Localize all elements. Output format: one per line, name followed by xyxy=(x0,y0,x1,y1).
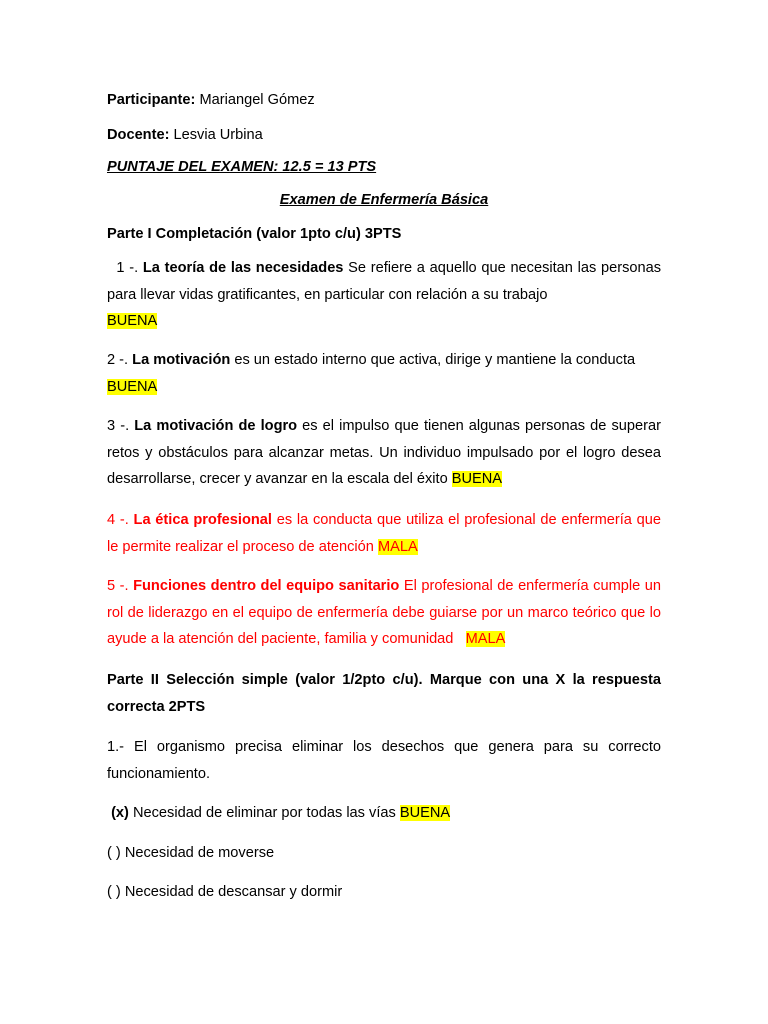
part2-heading: Parte II Selección simple (valor 1/2pto c/u). Marque con una X la respuesta correcta 2PTS xyxy=(107,672,661,715)
option-mark: ( ) xyxy=(107,845,121,861)
participant-label: Participante: xyxy=(107,92,196,108)
grade-badge: MALA xyxy=(377,538,418,555)
grade-badge: MALA xyxy=(465,631,506,647)
item-text: es la conducta que utiliza el profesional de enfermería que le permite realizar el proceso de atención xyxy=(107,512,661,555)
item-number: 3 -. xyxy=(107,418,130,434)
item-term: La ética profesional xyxy=(133,512,272,528)
teacher-name: Lesvia Urbina xyxy=(173,127,263,143)
grade-badge: BUENA xyxy=(107,313,158,329)
part1-item-1 xyxy=(107,255,661,335)
item-text: Se refiere a aquello que necesitan las personas para llevar vidas gratificantes, en particular con relación a su trabajo xyxy=(107,260,662,303)
option-text: Necesidad de descansar y dormir xyxy=(124,884,343,900)
option-text: Necesidad de eliminar por todas las vías xyxy=(132,805,396,821)
participant-line xyxy=(107,87,661,114)
grade-badge: BUENA xyxy=(399,805,451,821)
grade-badge: BUENA xyxy=(107,378,158,395)
teacher-line xyxy=(107,122,661,149)
option-text: Necesidad de moverse xyxy=(124,845,275,861)
item-term: La motivación xyxy=(132,352,231,368)
part1-heading: Parte I Completación (valor 1pto c/u) 3PTS xyxy=(107,226,402,242)
item-text: El profesional de enfermería cumple un rol de liderazgo en el equipo de enfermería debe guiarse por un marco teórico que lo ayude a la atención del paciente, familia y comunidad xyxy=(107,578,661,647)
item-number: 4 -. xyxy=(107,512,129,528)
part1-item-4 xyxy=(107,507,661,560)
option-mark: (x) xyxy=(111,805,129,821)
exam-score: PUNTAJE DEL EXAMEN: 12.5 = 13 PTS xyxy=(107,159,377,175)
teacher-label: Docente: xyxy=(107,127,170,143)
item-number: 2 -. xyxy=(107,352,129,368)
part1-item-5 xyxy=(107,573,661,653)
item-term: Funciones dentro del equipo sanitario xyxy=(133,578,400,594)
exam-title-line xyxy=(107,187,661,214)
item-term: La motivación de logro xyxy=(134,418,298,434)
item-text: es un estado interno que activa, dirige y mantiene la conducta xyxy=(234,352,636,368)
part2-option-2 xyxy=(107,840,661,867)
item-number: 5 -. xyxy=(107,578,129,594)
exam-title: Examen de Enfermería Básica xyxy=(279,192,489,208)
grade-badge: BUENA xyxy=(451,471,503,487)
item-text: es el impulso que tienen algunas personas de superar retos y obstáculos para alcanzar metas. Un individuo impulsado por el logro desea desarrollarse, crecer y avanzar en la escala del éxito xyxy=(107,418,661,487)
item-term: La teoría de las necesidades xyxy=(142,260,344,276)
part2-question: 1.- El organismo precisa eliminar los desechos que genera para su correcto funcionamiento. xyxy=(107,739,661,782)
part2-option-3 xyxy=(107,879,661,906)
exam-score-line xyxy=(107,154,661,181)
item-number: 1 -. xyxy=(116,260,139,276)
part2-option-1 xyxy=(107,800,661,827)
part1-item-3 xyxy=(107,413,661,493)
option-mark: ( ) xyxy=(107,884,121,900)
part1-item-2 xyxy=(107,347,661,400)
participant-name: Mariangel Gómez xyxy=(199,92,315,108)
